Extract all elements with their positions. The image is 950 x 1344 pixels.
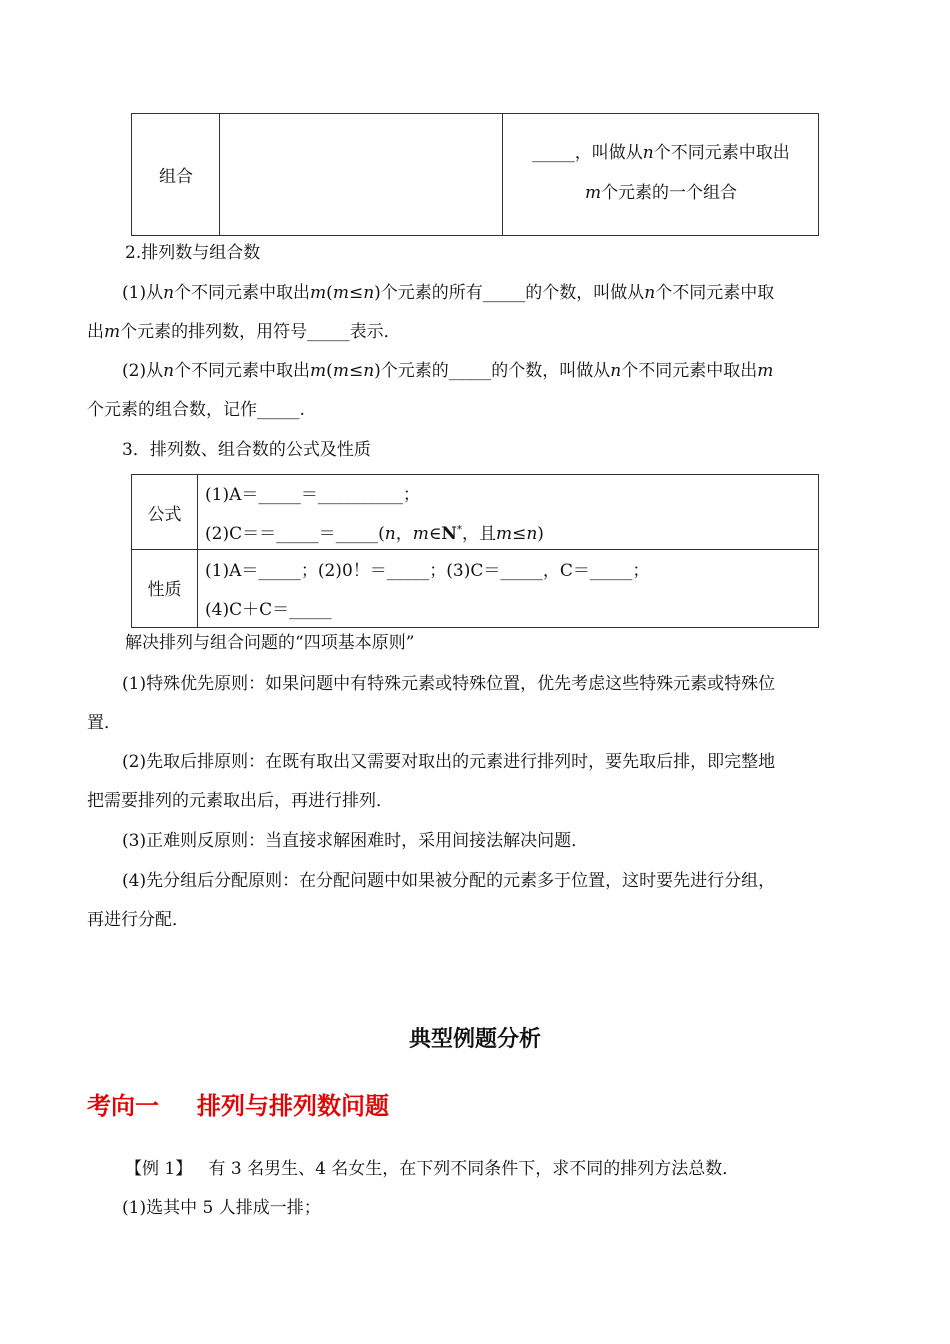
desc-text: _____，叫做从 <box>532 143 643 163</box>
desc-text: 个不同元素中取出 <box>653 143 790 163</box>
principle-1-l1: (1)特殊优先原则：如果问题中有特殊元素或特殊位置，优先考虑这些特殊元素或特殊位 <box>122 674 776 694</box>
table-divider <box>132 549 818 550</box>
formula-row-1: (1)A＝_____＝__________； <box>205 485 420 505</box>
table-label-property: 性质 <box>147 580 182 600</box>
table-divider <box>197 475 198 627</box>
paragraph-combination-number-l2: 个元素的组合数，记作_____. <box>87 400 305 420</box>
principle-3: (3)正难则反原则：当直接求解困难时，采用间接法解决问题． <box>122 831 589 851</box>
principle-4-l2: 再进行分配． <box>87 910 189 930</box>
example-question-1: (1)选其中 5 人排成一排； <box>122 1198 321 1218</box>
paragraph-permutation-number-l2: 出m个元素的排列数，用符号_____表示． <box>87 322 401 342</box>
property-row-1: (1)A＝_____；(2)0！＝_____；(3)C＝_____，C＝_____； <box>205 561 650 581</box>
principle-1-l2: 置． <box>87 713 121 733</box>
example-1 <box>125 1157 739 1181</box>
table-label-formula: 公式 <box>147 505 182 525</box>
paragraph-permutation-number-l1: (1)从n个不同元素中取出m(m≤n)个元素的所有_____的个数，叫做从n个不同元素中取 <box>122 283 775 303</box>
section-2-title: 2.排列数与组合数 <box>125 243 261 263</box>
topic-heading-title: 排列与排列数问题 <box>197 1092 389 1120</box>
formula-property-table <box>131 474 819 628</box>
table-divider <box>502 114 503 235</box>
example-text: 有 3 名男生、4 名女生，在下列不同条件下，求不同的排列方法总数． <box>208 1159 740 1179</box>
principle-4-l1: (4)先分组后分配原则：在分配问题中如果被分配的元素多于位置，这时要先进行分组， <box>122 871 776 891</box>
example-tag: 【例 1】 <box>125 1159 193 1179</box>
combination-definition-text <box>504 133 818 213</box>
desc-text: 个元素的一个组合 <box>601 183 738 203</box>
topic-heading <box>87 1086 389 1121</box>
principles-title: 解决排列与组合问题的“四项基本原则” <box>125 633 415 653</box>
table-label-combination: 组合 <box>159 167 193 187</box>
paragraph-combination-number-l1: (2)从n个不同元素中取出m(m≤n)个元素的_____的个数，叫做从n个不同元素中取出m <box>122 361 774 381</box>
section-3-title: 3．排列数、组合数的公式及性质 <box>122 440 371 460</box>
principle-2-l2: 把需要排列的元素取出后，再进行排列． <box>87 791 393 811</box>
formula-row-2: (2)C＝＝_____＝_____(n，m∈N*，且m≤n) <box>205 524 544 544</box>
var-n: n <box>642 143 654 163</box>
topic-heading-number: 考向一 <box>87 1092 159 1120</box>
principle-2-l1: (2)先取后排原则：在既有取出又需要对取出的元素进行排列时，要先取后排，即完整地 <box>122 752 776 772</box>
combination-definition-table <box>131 113 819 236</box>
var-m: m <box>584 183 602 203</box>
property-row-2: (4)C＋C＝_____ <box>205 600 332 620</box>
section-title: 典型例题分析 <box>408 1027 541 1052</box>
